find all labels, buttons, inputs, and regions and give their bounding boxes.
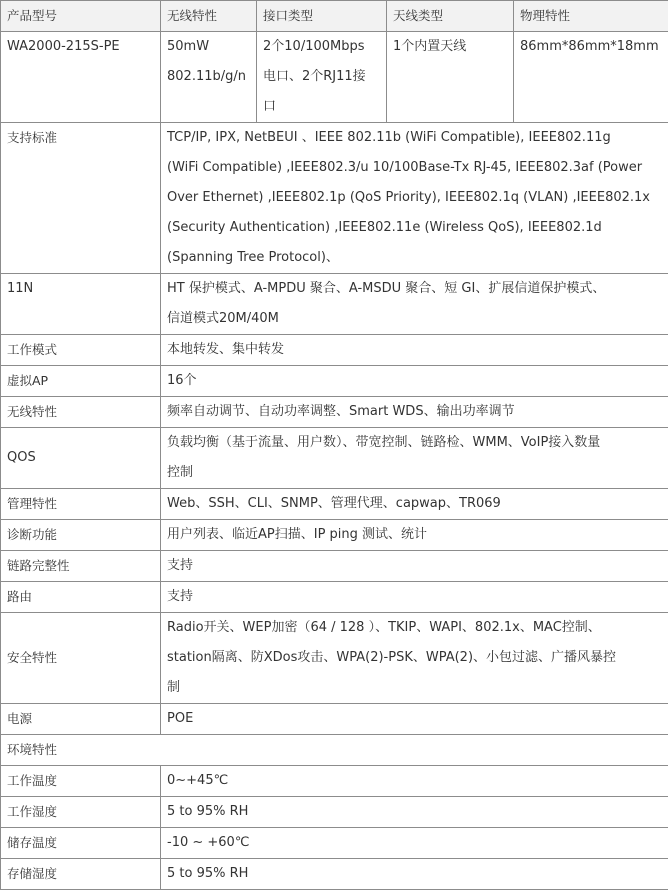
product-model: WA2000-215S-PE xyxy=(1,32,161,123)
header-wireless: 无线特性 xyxy=(161,1,257,32)
power-row xyxy=(1,704,668,735)
op-temp-label: 工作温度 xyxy=(1,766,161,797)
work-mode-label: 工作模式 xyxy=(1,335,161,366)
storage-humidity-value: 5 to 95% RH xyxy=(161,859,668,890)
power-value: POE xyxy=(161,704,668,735)
standards-label: 支持标准 xyxy=(1,123,161,274)
management-value: Web、SSH、CLI、SNMP、管理代理、capwap、TR069 xyxy=(161,489,668,520)
product-physical: 86mm*86mm*18mm xyxy=(514,32,668,123)
diagnostics-row xyxy=(1,520,668,551)
storage-humidity-label: 存储湿度 xyxy=(1,859,161,890)
qos-line: 负载均衡（基于流量、用户数）、带宽控制、链路检、WMM、VoIP接入数量 xyxy=(167,435,601,450)
product-interface xyxy=(257,32,387,123)
standards-line: Over Ethernet) ,IEEE802.1p (QoS Priority), IEEE802.1q (VLAN) ,IEEE802.1x xyxy=(167,190,650,205)
standards-line: (Spanning Tree Protocol)、 xyxy=(167,250,339,265)
n11-line: 信道模式20M/40M xyxy=(167,311,279,326)
header-antenna: 天线类型 xyxy=(387,1,514,32)
management-label: 管理特性 xyxy=(1,489,161,520)
security-line: 制 xyxy=(167,680,181,695)
product-interface-line: 电口、2个RJ11接 xyxy=(263,69,366,84)
standards-line: (WiFi Compatible) ,IEEE802.3/u 10/100Base-Tx RJ-45, IEEE802.3af (Power xyxy=(167,160,643,175)
op-humidity-row xyxy=(1,797,668,828)
op-humidity-value: 5 to 95% RH xyxy=(161,797,668,828)
n11-value xyxy=(161,274,668,335)
virtual-ap-label: 虚拟AP xyxy=(1,366,161,397)
routing-value: 支持 xyxy=(161,582,668,613)
op-temp-value: 0~+45℃ xyxy=(161,766,668,797)
security-line: station隔离、防XDos攻击、WPA(2)-PSK、WPA(2)、小包过滤、广播风暴控 xyxy=(167,650,617,665)
header-model: 产品型号 xyxy=(1,1,161,32)
storage-humidity-row xyxy=(1,859,668,890)
security-row xyxy=(1,613,668,704)
n11-row xyxy=(1,274,668,335)
security-value xyxy=(161,613,668,704)
diagnostics-value: 用户列表、临近AP扫描、IP ping 测试、统计 xyxy=(161,520,668,551)
environment-heading: 环境特性 xyxy=(1,735,668,766)
wireless-features-value: 频率自动调节、自动功率调整、Smart WDS、输出功率调节 xyxy=(161,397,668,428)
qos-line: 控制 xyxy=(167,465,194,480)
management-row xyxy=(1,489,668,520)
qos-label: QOS xyxy=(1,428,161,489)
environment-row xyxy=(1,735,668,766)
wireless-features-label: 无线特性 xyxy=(1,397,161,428)
storage-temp-row xyxy=(1,828,668,859)
product-wireless xyxy=(161,32,257,123)
security-label: 安全特性 xyxy=(1,613,161,704)
link-integrity-value: 支持 xyxy=(161,551,668,582)
virtual-ap-value: 16个 xyxy=(161,366,668,397)
wireless-features-row xyxy=(1,397,668,428)
standards-value xyxy=(161,123,668,274)
storage-temp-label: 储存温度 xyxy=(1,828,161,859)
n11-label: 11N xyxy=(1,274,161,335)
product-interface-line: 口 xyxy=(263,99,277,114)
link-integrity-label: 链路完整性 xyxy=(1,551,161,582)
power-label: 电源 xyxy=(1,704,161,735)
op-temp-row xyxy=(1,766,668,797)
security-line: Radio开关、WEP加密（64 / 128 ）、TKIP、WAPI、802.1x、MAC控制、 xyxy=(167,620,601,635)
op-humidity-label: 工作湿度 xyxy=(1,797,161,828)
qos-row xyxy=(1,428,668,489)
work-mode-row xyxy=(1,335,668,366)
product-wireless-line: 802.11b/g/n xyxy=(167,69,246,84)
link-integrity-row xyxy=(1,551,668,582)
storage-temp-value: -10 ~ +60℃ xyxy=(161,828,668,859)
product-row xyxy=(1,32,668,123)
routing-label: 路由 xyxy=(1,582,161,613)
header-interface: 接口类型 xyxy=(257,1,387,32)
standards-line: (Security Authentication) ,IEEE802.11e (Wireless QoS), IEEE802.1d xyxy=(167,220,602,235)
virtual-ap-row xyxy=(1,366,668,397)
n11-line: HT 保护模式、A-MPDU 聚合、A-MSDU 聚合、短 GI、扩展信道保护模式、 xyxy=(167,281,606,296)
qos-value xyxy=(161,428,668,489)
diagnostics-label: 诊断功能 xyxy=(1,520,161,551)
routing-row xyxy=(1,582,668,613)
product-wireless-line: 50mW xyxy=(167,39,210,54)
header-physical: 物理特性 xyxy=(514,1,668,32)
work-mode-value: 本地转发、集中转发 xyxy=(161,335,668,366)
product-antenna: 1个内置天线 xyxy=(387,32,514,123)
standards-line: TCP/IP, IPX, NetBEUI 、IEEE 802.11b (WiFi Compatible), IEEE802.11g xyxy=(167,130,611,145)
product-interface-line: 2个10/100Mbps xyxy=(263,39,365,54)
header-row xyxy=(1,1,668,32)
standards-row xyxy=(1,123,668,274)
